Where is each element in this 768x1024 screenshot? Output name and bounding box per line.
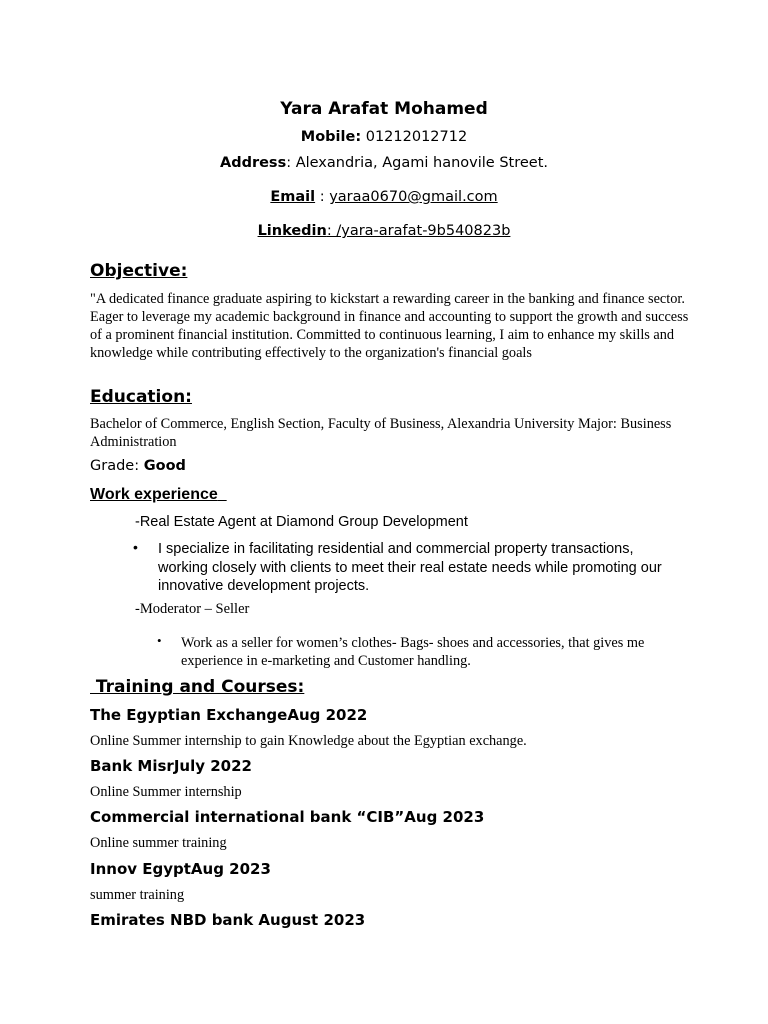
job2-title: -Moderator – Seller [135,601,250,617]
training-heading: Training and Courses: [90,677,305,697]
address-value: : Alexandria, Agami hanovile Street. [286,155,549,171]
objective-text: "A dedicated finance graduate aspiring to kickstart a rewarding career in the banking and finance sector. Eager to leverage my academic background in finance and accounting to support the growth and success of a prominent financial institution. Committed to continuous learning, I aim to enhance my skills and knowledge while contributing effectively to the organization's financial goals [90,291,689,361]
linkedin-line [0,223,768,239]
linkedin-label: Linkedin [257,223,327,239]
training-item-title: Commercial international bank “CIB”Aug 2023 [90,808,485,826]
training-item-title: Innov EgyptAug 2023 [90,860,271,878]
email-line [0,189,768,205]
education-text: Bachelor of Commerce, English Section, Faculty of Business, Alexandria University Major: Business Administration [90,416,672,450]
training-item-desc: summer training [90,887,185,903]
candidate-name: Yara Arafat Mohamed [280,99,488,119]
address-line [0,155,768,171]
objective-heading: Objective: [90,261,188,281]
training-item-desc: Online Summer internship [90,784,242,800]
email-separator: : [315,189,330,205]
bullet-icon: • [157,633,162,648]
linkedin-link[interactable]: : /yara-arafat-9b540823b [326,223,511,239]
training-item-desc: Online summer training [90,835,227,851]
grade-value: Good [143,458,186,474]
mobile-value: 01212012712 [361,129,468,145]
job1-bullet: I specialize in facilitating residential and commercial property transactions, working closely with clients to meet their real estate needs while promoting our innovative development projects. [158,541,662,594]
training-item-title: Emirates NBD bank August 2023 [90,911,366,929]
training-item-title: The Egyptian ExchangeAug 2022 [90,706,368,724]
email-link[interactable]: yaraa0670@gmail.com [329,189,498,205]
email-label: Email [270,189,316,205]
mobile-line [0,129,768,145]
education-heading: Education: [90,387,192,407]
training-item-title: Bank MisrJuly 2022 [90,757,252,775]
work-heading [90,486,227,504]
job1-title: -Real Estate Agent at Diamond Group Development [135,514,468,530]
work-heading-text: Work experience [90,486,218,503]
job2-bullet: Work as a seller for women’s clothes- Bags- shoes and accessories, that gives me experience in e-marketing and Customer handling. [181,635,645,669]
bullet-icon: • [133,539,138,555]
address-label: Address [219,155,287,171]
grade-label: Grade: [90,458,144,474]
training-item-desc: Online Summer internship to gain Knowledge about the Egyptian exchange. [90,733,527,749]
mobile-label: Mobile: [300,129,362,145]
grade-line [90,458,186,474]
